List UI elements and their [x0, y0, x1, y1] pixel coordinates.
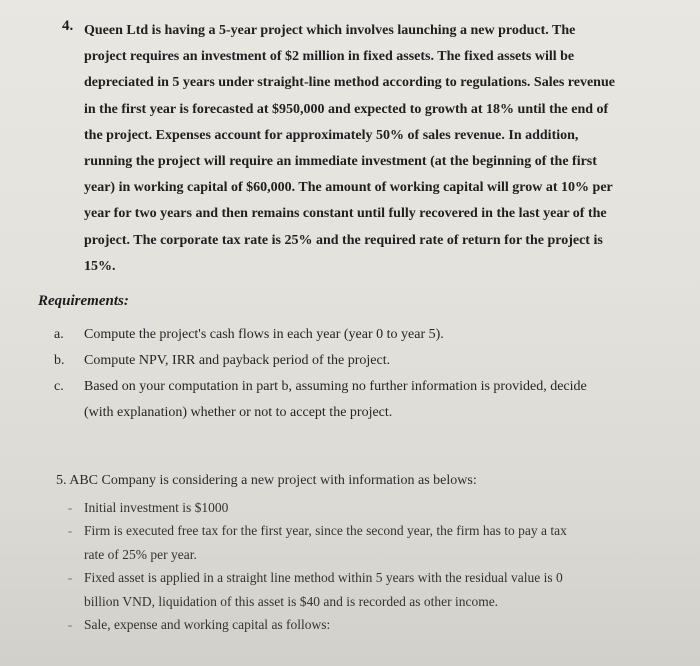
requirements-heading: Requirements: [38, 293, 129, 309]
text-line: year) in working capital of $60,000. The amount of working capital will grow at 10% per [84, 180, 613, 196]
text-line: in the first year is forecasted at $950,000 and expected to growth at 18% until the end of [84, 101, 609, 117]
list-item [56, 496, 636, 519]
bullet-text: Fixed asset is applied in a straight line method within 5 years with the residual value is 0 [84, 570, 563, 586]
requirement-text: Compute NPV, IRR and payback period of the project. [84, 353, 391, 368]
question-5 [56, 470, 636, 636]
requirement-text: (with explanation) whether or not to accept the project. [84, 405, 393, 420]
requirement-text: Compute the project's cash flows in each year (year 0 to year 5). [84, 327, 444, 342]
question-4 [62, 18, 622, 280]
bullet-text: billion VND, liquidation of this asset is $40 and is recorded as other income. [84, 593, 499, 609]
list-item [56, 613, 636, 636]
bullet-marker: - [67, 570, 73, 586]
bullet-marker: - [67, 617, 73, 633]
text-line: project requires an investment of $2 million in fixed assets. The fixed assets will be [84, 49, 575, 65]
requirement-label: a. [54, 327, 64, 342]
text-line: project. The corporate tax rate is 25% and the required rate of return for the project is [84, 232, 603, 248]
question-5-heading: 5. ABC Company is considering a new project with information as belows: [56, 473, 477, 488]
question-4-text [62, 18, 622, 280]
list-item [56, 566, 636, 613]
text-line: running the project will require an immediate investment (at the beginning of the first [84, 154, 597, 170]
text-line: the project. Expenses account for approximately 50% of sales revenue. In addition, [84, 127, 579, 143]
bullet-marker: - [67, 500, 73, 515]
question-4-number: 4. [62, 18, 74, 34]
bullet-marker: - [67, 523, 73, 539]
requirement-label: c. [54, 379, 64, 394]
bullet-text: Sale, expense and working capital as follows: [84, 617, 331, 633]
text-line: depreciated in 5 years under straight-line method according to regulations. Sales revenue [84, 75, 615, 91]
requirement-b [54, 348, 634, 374]
requirement-label: b. [54, 353, 65, 368]
requirement-c [54, 374, 634, 426]
text-line: Queen Ltd is having a 5-year project which involves launching a new product. The [84, 23, 576, 38]
bullet-text: rate of 25% per year. [84, 546, 197, 562]
bullet-text: Firm is executed free tax for the first year, since the second year, the firm has to pay a tax [84, 523, 567, 539]
text-line: 15%. [84, 258, 116, 274]
requirements-list [54, 322, 634, 426]
bullet-text: Initial investment is $1000 [84, 500, 229, 515]
requirement-text: Based on your computation in part b, assuming no further information is provided, decide [84, 379, 587, 394]
question-5-bullets [56, 496, 636, 636]
list-item [56, 519, 636, 566]
requirement-a [54, 322, 634, 348]
text-line: year for two years and then remains constant until fully recovered in the last year of the [84, 206, 607, 222]
